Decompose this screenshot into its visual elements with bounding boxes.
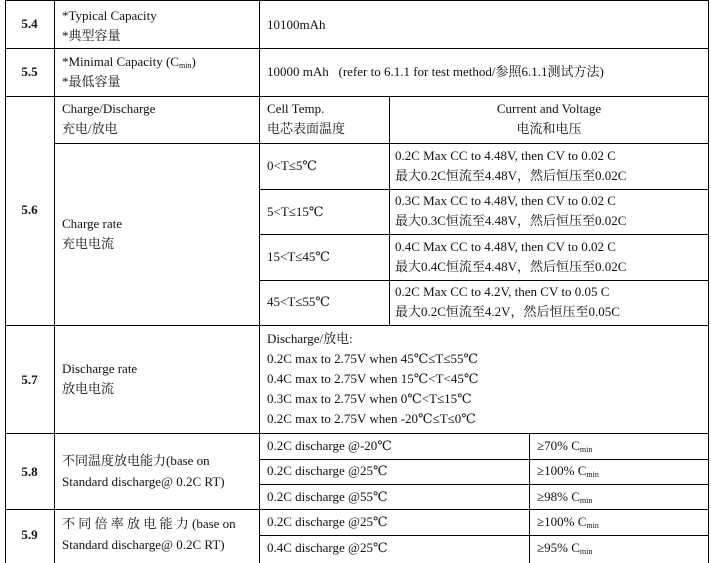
temp-capability-label: 不同温度放电能力(base on [62, 453, 210, 468]
discharge-rate-label-en: Discharge rate [62, 361, 138, 376]
charge-condition-en: 0.2C Max CC to 4.2V, then CV to 0.05 C [395, 284, 610, 299]
spec-table [5, 0, 709, 563]
header-cell-temp-en: Cell Temp. [267, 101, 325, 116]
test-condition: 0.2C discharge @55℃ [267, 489, 388, 504]
header-charge-discharge-cn: 充电/放电 [62, 121, 118, 136]
charge-rate-label-cn: 充电电流 [62, 236, 115, 251]
charge-condition-cn: 最大0.2C恒流至4.2V，然后恒压至0.05C [395, 304, 620, 319]
spec-label-en: *Minimal Capacity $(C_{min})$ [62, 54, 196, 70]
rate-capability-label: Standard discharge@ 0.2C RT) [62, 537, 225, 552]
discharge-heading: Discharge/放电: [267, 331, 353, 346]
test-result: ≥95% $C_{min}$ [537, 540, 593, 556]
section-number: 5.8 [21, 464, 38, 479]
table-border-right [708, 0, 709, 563]
row-line [54, 143, 709, 144]
discharge-condition: 0.3C max to 2.75V when 0℃<T≤15℃ [267, 391, 472, 406]
rate-capability-label: 不 同 倍 率 放 电 能 力 (base on [62, 516, 236, 531]
charge-temp-range: 15<T≤45℃ [267, 249, 330, 264]
section-number: 5.5 [21, 64, 38, 79]
header-current-voltage-cn: 电流和电压 [516, 121, 582, 136]
spec-label-cn: *最低容量 [62, 74, 121, 89]
spec-label-en: *Typical Capacity [62, 8, 157, 23]
header-cell-temp-cn: 电芯表面温度 [267, 121, 346, 136]
row-line [5, 433, 709, 434]
charge-condition-en: 0.4C Max CC to 4.48V, then CV to 0.02 C [395, 239, 616, 254]
section-number: 5.4 [21, 16, 38, 31]
section-number: 5.7 [21, 372, 38, 387]
row-line [5, 509, 709, 510]
col-divider-number [54, 0, 55, 563]
row-line [259, 234, 709, 235]
row-line [259, 535, 709, 536]
test-condition: 0.2C discharge @-20℃ [267, 438, 392, 453]
charge-rate-label-en: Charge rate [62, 216, 123, 231]
col-divider-result [529, 433, 530, 563]
test-condition: 0.2C discharge @25℃ [267, 514, 388, 529]
spec-value: 10000 mAh (refer to 6.1.1 for test method/参照6.1.1测试方法) [267, 64, 604, 79]
charge-condition-cn: 最大0.3C恒流至4.48V，然后恒压至0.02C [395, 213, 627, 228]
discharge-rate-label-cn: 放电电流 [62, 381, 115, 396]
row-line [259, 189, 709, 190]
test-condition: 0.2C discharge @25℃ [267, 463, 388, 478]
row-line [259, 459, 709, 460]
charge-condition-en: 0.2C Max CC to 4.48V, then CV to 0.02 C [395, 148, 616, 163]
discharge-condition: 0.4C max to 2.75V when 15℃<T<45℃ [267, 371, 479, 386]
header-charge-discharge-en: Charge/Discharge [62, 101, 156, 116]
charge-condition-en: 0.3C Max CC to 4.48V, then CV to 0.02 C [395, 193, 616, 208]
charge-temp-range: 5<T≤15℃ [267, 204, 324, 219]
header-current-voltage-en: Current and Voltage [496, 101, 602, 116]
temp-capability-label: Standard discharge@ 0.2C RT) [62, 474, 225, 489]
row-line [5, 325, 709, 326]
test-result: ≥100% $C_{min}$ [537, 514, 599, 530]
section-number: 5.9 [21, 527, 38, 542]
discharge-condition: 0.2C max to 2.75V when 45℃≤T≤55℃ [267, 351, 479, 366]
charge-temp-range: 0<T≤5℃ [267, 158, 317, 173]
test-condition: 0.4C discharge @25℃ [267, 540, 388, 555]
charge-condition-cn: 最大0.4C恒流至4.48V，然后恒压至0.02C [395, 259, 627, 274]
discharge-condition: 0.2C max to 2.75V when -20℃≤T≤0℃ [267, 411, 476, 426]
row-line [5, 96, 709, 97]
spec-value: 10100mAh [267, 17, 326, 32]
test-result: ≥70% $C_{min}$ [537, 438, 593, 454]
col-divider-label [259, 0, 260, 563]
row-line [259, 280, 709, 281]
charge-temp-range: 45<T≤55℃ [267, 294, 330, 309]
row-line [5, 0, 709, 1]
row-line [259, 484, 709, 485]
section-number: 5.6 [21, 202, 38, 217]
spec-label-cn: *典型容量 [62, 28, 121, 43]
test-result: ≥100% $C_{min}$ [537, 463, 599, 479]
charge-condition-cn: 最大0.2C恒流至4.48V，然后恒压至0.02C [395, 168, 627, 183]
test-result: ≥98% $C_{min}$ [537, 489, 593, 505]
row-line [5, 48, 709, 49]
